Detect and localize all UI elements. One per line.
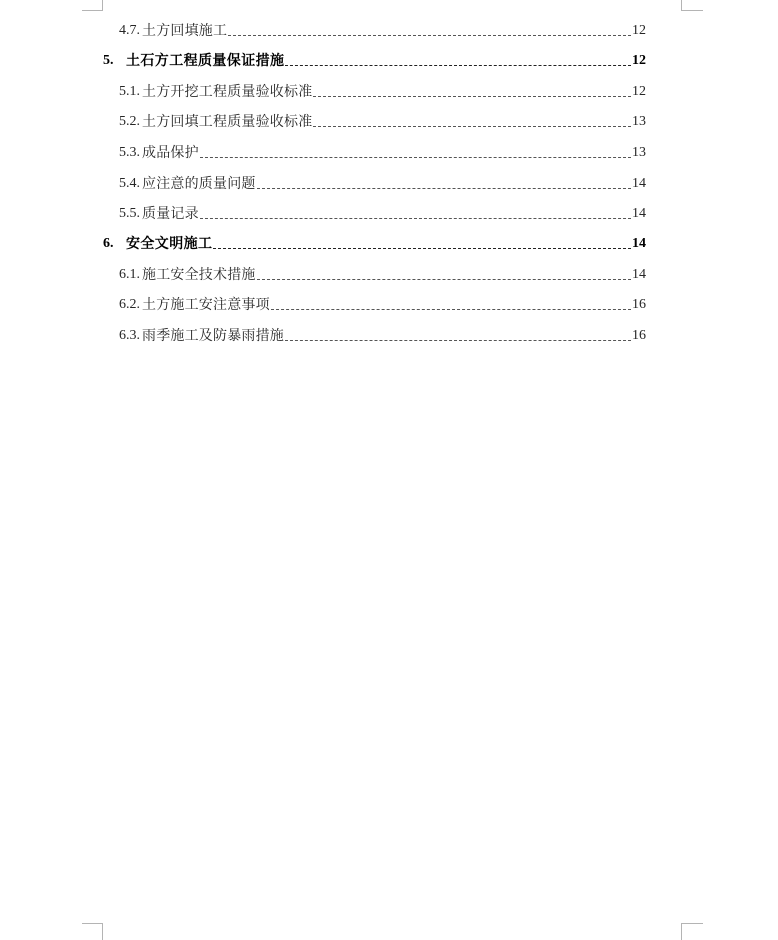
toc-entry-number: 5.3. [119,145,140,160]
toc-entry-heading[interactable] [103,224,646,254]
toc-entry[interactable] [119,255,646,285]
toc-entry-title: 安全文明施工 [126,236,213,252]
toc-entry-number: 6.2. [119,297,140,312]
toc-entry[interactable] [119,194,646,224]
toc-entry-title: 施工安全技术措施 [142,267,256,283]
toc-entry-page: 16 [632,328,646,343]
toc-entry-title: 成品保护 [142,145,199,161]
toc-dot-leader [285,340,631,341]
toc-dot-leader [313,126,631,127]
toc-entry[interactable] [119,102,646,132]
toc-dot-leader [313,96,631,97]
toc-dot-leader [228,35,631,36]
crop-mark-top-left [82,0,103,11]
toc-dot-leader [213,248,631,249]
toc-entry-title: 土方施工安注意事项 [142,297,270,313]
toc-entry-page: 16 [632,297,646,312]
toc-entry[interactable] [119,316,646,346]
toc-entry-title: 土方开挖工程质量验收标准 [142,84,313,100]
toc-entry[interactable] [119,164,646,194]
toc-entry-page: 14 [632,176,646,191]
toc-entry-number: 5.5. [119,206,140,221]
toc-entry[interactable] [119,285,646,315]
crop-mark-bottom-right [681,923,703,940]
toc-entry-title: 应注意的质量问题 [142,176,256,192]
crop-mark-bottom-left [82,923,103,940]
toc-entry-number: 6. [103,236,114,251]
toc-entry-page: 13 [632,114,646,129]
toc-entry-page: 12 [632,23,646,38]
toc-entry[interactable] [119,133,646,163]
toc-entry-page: 14 [632,206,646,221]
toc-entry-number: 5. [103,53,114,68]
toc-entry-number: 6.3. [119,328,140,343]
toc-entry[interactable] [119,72,646,102]
toc-entry-page: 12 [632,84,646,99]
toc-dot-leader [257,279,631,280]
toc-entry-number: 6.1. [119,267,140,282]
toc-entry-page: 13 [632,145,646,160]
toc-entry-page: 14 [632,236,646,251]
toc-entry-number: 5.1. [119,84,140,99]
toc-entry-number: 4.7. [119,23,140,38]
toc-entry-number: 5.2. [119,114,140,129]
toc-dot-leader [200,157,631,158]
toc-dot-leader [200,218,631,219]
toc-entry-title: 土方回填工程质量验收标准 [142,114,313,130]
toc-entry-heading[interactable] [103,41,646,71]
toc-entry-title: 雨季施工及防暴雨措施 [142,328,284,344]
crop-mark-top-right [681,0,703,11]
toc-entry-title: 土方回填施工 [142,23,228,39]
toc-dot-leader [285,65,631,66]
toc-dot-leader [271,309,631,310]
toc-dot-leader [257,188,631,189]
toc-entry-page: 14 [632,267,646,282]
toc-entry-number: 5.4. [119,176,140,191]
toc-entry-title: 质量记录 [142,206,199,222]
toc-entry-page: 12 [632,53,646,68]
toc-entry-title: 土石方工程质量保证措施 [126,53,285,69]
toc-entry[interactable] [119,11,646,41]
